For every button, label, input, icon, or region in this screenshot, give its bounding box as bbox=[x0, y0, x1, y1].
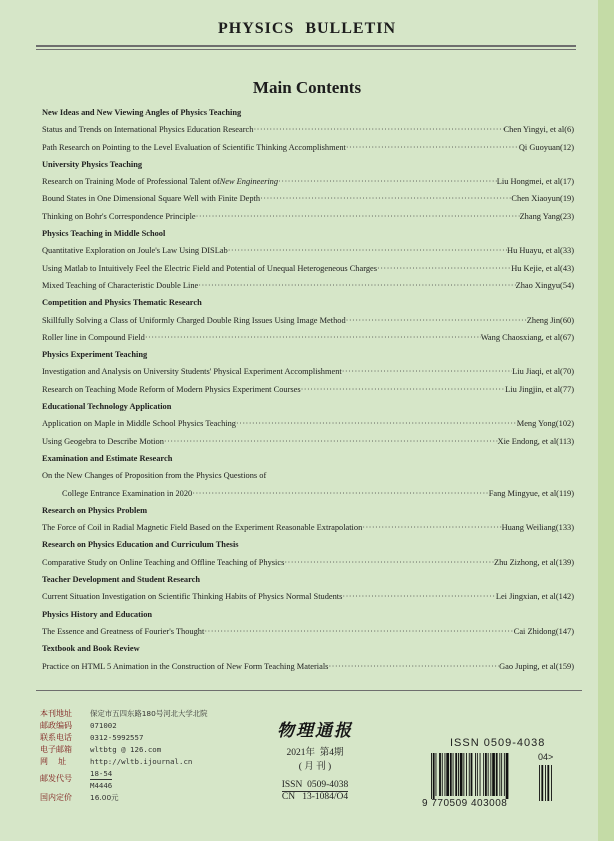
toc-entry-title: Practice on HTML 5 Animation in the Construction of New Form Teaching Materials bbox=[42, 661, 329, 671]
barcode-bar bbox=[445, 753, 446, 796]
barcode-bar bbox=[469, 753, 470, 796]
toc-entry-author-page: Zhu Zizhong, et al(139) bbox=[493, 557, 574, 567]
toc-leader-dots bbox=[198, 277, 515, 294]
toc-leader-dots bbox=[346, 139, 519, 156]
masthead-cn: CN 13-1084/O4 bbox=[281, 792, 349, 802]
toc-entry bbox=[42, 485, 574, 502]
address-value: 保定市五四东路180号河北大学北院 bbox=[90, 709, 208, 718]
barcode-bar bbox=[490, 753, 491, 796]
email-label: 电子邮箱 bbox=[40, 745, 72, 754]
barcode-addon-bar bbox=[547, 765, 549, 801]
phone-label: 联系电话 bbox=[40, 733, 72, 742]
header-rule-thin bbox=[36, 49, 576, 50]
toc-entry-title: Using Geogebra to Describe Motion bbox=[42, 436, 164, 446]
toc-leader-dots bbox=[253, 121, 503, 138]
toc-entry-author-page: Zhang Yang(23) bbox=[519, 211, 574, 221]
toc-leader-dots bbox=[196, 208, 520, 225]
postcode-value: 071002 bbox=[90, 721, 117, 730]
toc-leader-dots bbox=[164, 433, 498, 450]
mail-code-bottom: M4446 bbox=[90, 781, 113, 790]
toc-entry bbox=[42, 554, 574, 571]
journal-calligraphy-logo: 物理通报 bbox=[277, 721, 353, 741]
price-label: 国内定价 bbox=[40, 793, 72, 802]
toc-section-heading: Physics History and Education bbox=[42, 609, 153, 619]
toc-entry-title: Status and Trends on International Physics Education Research bbox=[42, 125, 254, 135]
barcode-addon-bar bbox=[541, 765, 543, 801]
toc-entry bbox=[42, 433, 574, 450]
barcode-bar bbox=[506, 753, 509, 799]
toc-leader-dots bbox=[260, 190, 511, 207]
barcode-bar bbox=[492, 753, 495, 796]
toc-entry bbox=[42, 519, 574, 536]
toc-entry-author-page: Wang Chaosxiang, et al(67) bbox=[480, 332, 574, 342]
barcode-addon-bar bbox=[539, 765, 540, 801]
barcode-bar bbox=[446, 753, 449, 796]
barcode-bar bbox=[436, 753, 437, 796]
toc-leader-dots bbox=[342, 588, 495, 605]
postcode-label: 邮政编码 bbox=[40, 721, 72, 730]
barcode-bar bbox=[450, 753, 452, 796]
toc-entry bbox=[42, 242, 574, 259]
barcode-issn-label: ISSN 0509-4038 bbox=[450, 737, 546, 749]
toc-entry-author-page: Qi Guoyuan(12) bbox=[518, 142, 574, 152]
toc-entry bbox=[42, 139, 574, 156]
toc-entry-title: Investigation and Analysis on University Students' Physical Experiment Accomplishment bbox=[42, 367, 342, 377]
toc-section-heading: University Physics Teaching bbox=[42, 159, 143, 169]
toc-section-heading: Physics Experiment Teaching bbox=[42, 350, 148, 360]
barcode-issue-add-on: 04> bbox=[538, 752, 554, 762]
toc-entry-title: Current Situation Investigation on Scientific Thinking Habits of Physics Normal Students bbox=[42, 592, 343, 602]
barcode-bar bbox=[431, 753, 432, 799]
info-postcode-row bbox=[40, 720, 208, 732]
toc-leader-dots bbox=[346, 312, 527, 329]
barcode-digits: 9 770509 403008 bbox=[422, 798, 508, 809]
barcode-bar bbox=[477, 753, 478, 796]
toc-entry-author-page: Liu Jingjin, et al(77) bbox=[505, 384, 574, 394]
toc-entry-author-page: Liu Jiaqi, et al(70) bbox=[512, 367, 574, 377]
barcode-bar bbox=[458, 753, 459, 796]
toc-entry bbox=[42, 623, 574, 640]
toc-entry bbox=[42, 173, 574, 190]
toc-leader-dots bbox=[236, 415, 517, 432]
toc-entry bbox=[42, 190, 574, 207]
toc-entry-author-page: Liu Hongmei, et al(17) bbox=[496, 177, 574, 187]
toc-leader-dots bbox=[192, 485, 488, 502]
toc-entry bbox=[42, 277, 574, 294]
toc-leader-dots bbox=[278, 173, 497, 190]
barcode-bar bbox=[488, 753, 489, 796]
toc-entry-title: The Force of Coil in Radial Magnetic Field Based on the Experiment Reasonable Extrapolation bbox=[42, 523, 363, 533]
toc-entry-author-page: Fang Mingyue, et al(119) bbox=[488, 488, 574, 498]
header-rule-thick bbox=[36, 45, 576, 47]
barcode-bar bbox=[460, 753, 463, 796]
cover-spine-strip bbox=[598, 0, 614, 841]
toc-leader-dots bbox=[301, 381, 506, 398]
barcode-bar bbox=[483, 753, 484, 796]
barcode-bar bbox=[439, 753, 441, 796]
toc-entry-author-page: Huang Weiliang(133) bbox=[501, 523, 574, 533]
address-label: 本刊地址 bbox=[40, 709, 72, 718]
toc-entry-author-page: Cai Zhidong(147) bbox=[513, 626, 574, 636]
barcode-bar bbox=[455, 753, 457, 796]
toc-entry-title: Path Research on Pointing to the Level Evaluation of Scientific Thinking Accomplishment bbox=[42, 142, 346, 152]
barcode-bar bbox=[471, 753, 473, 796]
toc-entry-title: Roller line in Compound Field bbox=[42, 332, 145, 342]
barcode-bar bbox=[496, 753, 498, 796]
toc-entry-author-page: Chen Yingyi, et al(6) bbox=[503, 125, 574, 135]
publication-info bbox=[40, 708, 208, 804]
table-of-contents bbox=[42, 104, 574, 675]
toc-entry-author-page: Chen Xiaoyun(19) bbox=[511, 194, 574, 204]
toc-leader-dots bbox=[362, 519, 501, 536]
toc-section-heading: Research on Physics Problem bbox=[42, 505, 148, 515]
toc-leader-dots bbox=[284, 554, 494, 571]
toc-entry-title: College Entrance Examination in 2020 bbox=[62, 488, 193, 498]
mail-code-top: 18-54 bbox=[90, 769, 113, 778]
toc-entry-author-page: Meng Yong(102) bbox=[516, 419, 574, 429]
info-price-row bbox=[40, 792, 208, 804]
toc-section-heading: Teacher Development and Student Research bbox=[42, 575, 201, 585]
toc-section-heading: Educational Technology Application bbox=[42, 402, 172, 412]
toc-entry-title: Mixed Teaching of Characteristic Double Line bbox=[42, 280, 199, 290]
footer-rule bbox=[36, 690, 582, 691]
info-email-row bbox=[40, 744, 208, 756]
barcode-bar bbox=[463, 753, 464, 796]
toc-leader-dots bbox=[328, 658, 499, 675]
web-value: http://wltb.ijournal.cn bbox=[90, 757, 193, 766]
toc-entry-author-page: Hu Huayu, et al(33) bbox=[507, 246, 574, 256]
toc-entry-author-page: Xie Endong, et al(113) bbox=[497, 436, 574, 446]
toc-entry bbox=[42, 658, 574, 675]
mail-code-label: 邮发代号 bbox=[40, 774, 72, 783]
toc-leader-dots bbox=[204, 623, 513, 640]
barcode-bar bbox=[475, 753, 476, 796]
barcode-bar bbox=[453, 753, 454, 796]
toc-entry-title: On the New Changes of Proposition from the Physics Questions of bbox=[42, 471, 267, 481]
barcode-bar bbox=[485, 753, 487, 796]
mail-code-value bbox=[90, 768, 112, 792]
barcode-bar bbox=[504, 753, 505, 796]
barcode-addon-bar bbox=[545, 765, 546, 801]
info-web-row bbox=[40, 756, 208, 768]
toc-entry-title: Quantitative Exploration on Joule's Law Using DISLab bbox=[42, 246, 228, 256]
toc-entry-author-page: Hu Kejie, et al(43) bbox=[511, 263, 574, 273]
info-address-row bbox=[40, 708, 208, 720]
toc-entry-title: Research on Training Mode of Professional Talent of bbox=[42, 177, 220, 187]
toc-leader-dots bbox=[377, 260, 511, 277]
toc-section-heading: Physics Teaching in Middle School bbox=[42, 229, 166, 239]
toc-entry-title: Application on Maple in Middle School Physics Teaching bbox=[42, 419, 236, 429]
toc-entry bbox=[42, 121, 574, 138]
toc-entry-author-page: Zheng Jin(60) bbox=[526, 315, 574, 325]
toc-entry bbox=[42, 312, 574, 329]
toc-entry bbox=[42, 363, 574, 380]
toc-entry bbox=[42, 588, 574, 605]
toc-section-heading: New Ideas and New Viewing Angles of Physics Teaching bbox=[42, 108, 242, 117]
toc-leader-dots bbox=[342, 363, 512, 380]
toc-entry-title: The Essence and Greatness of Fourier's Thought bbox=[42, 626, 205, 636]
toc-entry-title: Thinking on Bohr's Correspondence Principle bbox=[42, 211, 196, 221]
toc-entry-title-emphasis: New Engineering bbox=[219, 177, 279, 187]
toc-section-heading: Textbook and Book Review bbox=[42, 644, 140, 654]
toc-leader-dots bbox=[228, 242, 507, 259]
phone-value: 0312-5992557 bbox=[90, 733, 144, 742]
barcode-bar bbox=[442, 753, 443, 796]
toc-entry-title: Bound States in One Dimensional Square Well with Finite Depth bbox=[42, 194, 261, 204]
main-contents-title: Main Contents bbox=[252, 78, 362, 97]
issn-cn-block bbox=[270, 780, 360, 803]
barcode-bar bbox=[480, 753, 481, 796]
price-value: 16.00元 bbox=[90, 793, 119, 802]
masthead-issn: ISSN 0509-4038 bbox=[281, 780, 349, 790]
barcode-bar bbox=[433, 753, 435, 799]
info-phone-row bbox=[40, 732, 208, 744]
toc-entry-title: Using Matlab to Intuitively Feel the Electric Field and Potential of Unequal Heterogeneous Charges bbox=[42, 263, 377, 273]
toc-entry bbox=[42, 381, 574, 398]
toc-entry-line bbox=[42, 467, 574, 484]
toc-entry bbox=[42, 415, 574, 432]
toc-entry-title: Skillfully Solving a Class of Uniformly Charged Double Ring Issues Using Image Method bbox=[42, 315, 346, 325]
barcode-addon-bar bbox=[551, 765, 552, 801]
info-mail-code-row bbox=[40, 768, 208, 792]
toc-section-heading: Competition and Physics Thematic Research bbox=[42, 298, 202, 308]
toc-entry bbox=[42, 208, 574, 225]
toc-entry bbox=[42, 329, 574, 346]
toc-section-heading: Research on Physics Education and Curriculum Thesis bbox=[42, 540, 239, 550]
toc-leader-dots bbox=[145, 329, 481, 346]
toc-entry-title: Comparative Study on Online Teaching and Offline Teaching of Physics bbox=[42, 557, 285, 567]
barcode-bar bbox=[501, 753, 502, 796]
journal-header-title: PHYSICS BULLETIN bbox=[217, 20, 397, 37]
year-issue: 2021年 第4期 bbox=[286, 748, 344, 758]
toc-entry bbox=[42, 260, 574, 277]
barcode-bar bbox=[499, 753, 500, 796]
email-value: wltbtg @ 126.com bbox=[90, 745, 162, 754]
publication-frequency: ( 月 刊 ) bbox=[298, 762, 332, 772]
barcode-bar bbox=[466, 753, 467, 796]
toc-entry-author-page: Gao Juping, et al(159) bbox=[499, 661, 574, 671]
toc-entry-author-page: Lei Jingxian, et al(142) bbox=[495, 592, 574, 602]
toc-entry-author-page: Zhao Xingyu(54) bbox=[515, 280, 574, 290]
web-label: 网 址 bbox=[40, 757, 67, 766]
toc-entry-title: Research on Teaching Mode Reform of Modern Physics Experiment Courses bbox=[42, 384, 301, 394]
toc-section-heading: Examination and Estimate Research bbox=[42, 453, 173, 463]
